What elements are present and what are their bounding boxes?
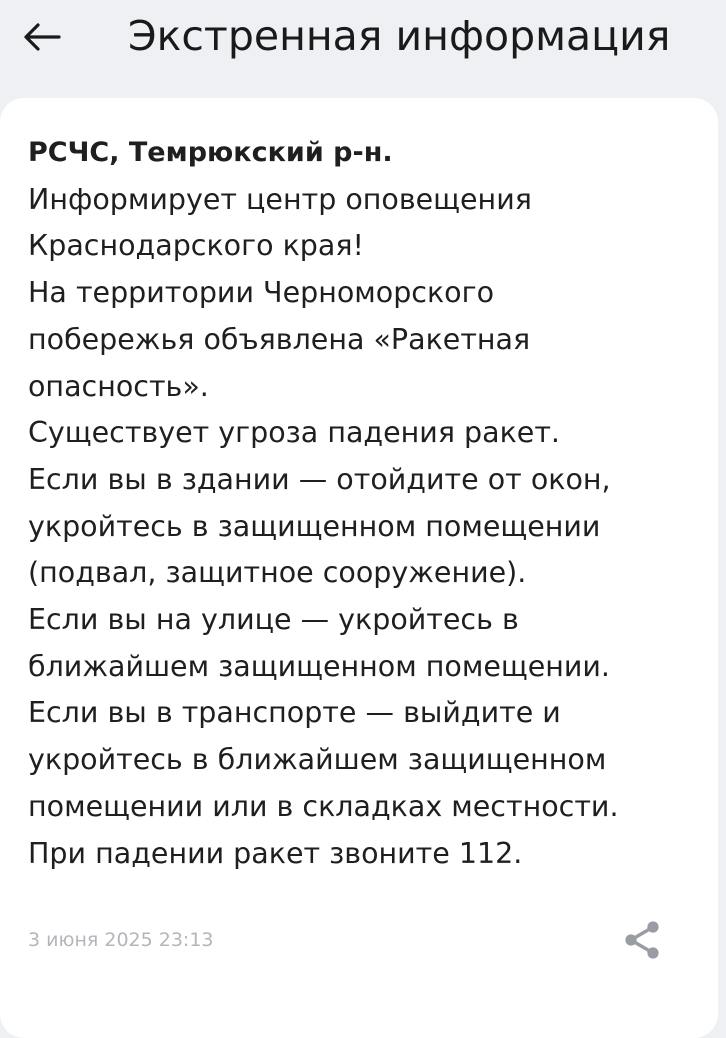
message-line: Краснодарского края! — [28, 229, 364, 263]
message-body — [28, 130, 708, 877]
page-title: Экстренная информация — [128, 12, 671, 60]
message-line: Существует угроза падения ракет. — [28, 416, 560, 450]
message-line: укройтесь в ближайшем защищенном — [28, 743, 607, 777]
message-line: опасность». — [28, 369, 209, 403]
message-line: (подвал, защитное сооружение). — [28, 556, 527, 590]
message-line: ближайшем защищенном помещении. — [28, 649, 610, 683]
share-icon — [622, 919, 662, 961]
message-line: На территории Черноморского — [28, 276, 495, 310]
arrow-left-icon — [22, 22, 62, 52]
message-line: При падении ракет звоните 112. — [28, 836, 523, 870]
message-line: побережья объявлена «Ракетная — [28, 322, 531, 356]
message-line: Если вы на улице — укройтесь в — [28, 603, 519, 637]
message-line: Если вы в транспорте — выйдите и — [28, 696, 561, 730]
message-line: Если вы в здании — отойдите от окон, — [28, 462, 611, 496]
app-header — [0, 0, 726, 96]
message-line: укройтесь в защищенном помещении — [28, 509, 601, 543]
message-line: Информирует центр оповещения — [28, 182, 532, 216]
back-button[interactable] — [14, 14, 70, 60]
message-line: помещении или в складках местности. — [28, 789, 619, 823]
message-timestamp: 3 июня 2025 23:13 — [28, 929, 214, 951]
share-button[interactable] — [616, 914, 668, 966]
message-sender: РСЧС, Темрюкский р-н. — [28, 137, 393, 168]
